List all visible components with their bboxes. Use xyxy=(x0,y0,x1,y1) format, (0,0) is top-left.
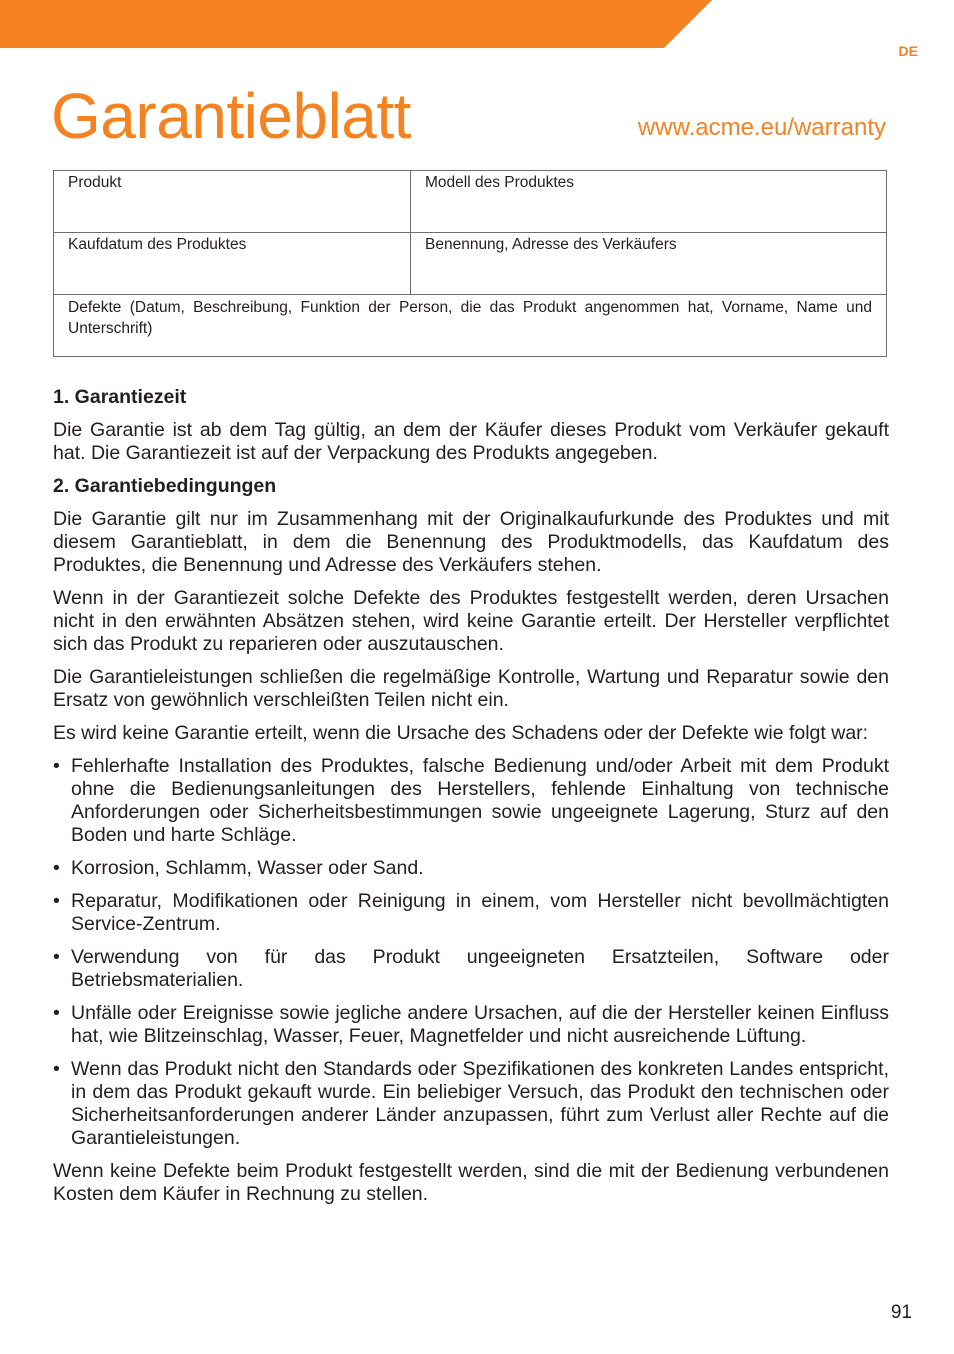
language-code: DE xyxy=(898,43,918,59)
paragraph: Die Garantie ist ab dem Tag gültig, an dem der Käufer dieses Produkt vom Verkäufer gekauft hat. Die Garantiezeit ist auf der Verpackung des Produkts angegeben. xyxy=(53,419,889,464)
paragraph: Wenn keine Defekte beim Produkt festgestellt werden, sind die mit der Bedienung verbundenen Kosten dem Käufer in Rechnung zu stellen. xyxy=(53,1160,889,1205)
bullet-icon: • xyxy=(53,890,60,912)
defects-field[interactable]: Defekte (Datum, Beschreibung, Funktion der Person, die das Produkt angenommen hat, Vorname, Name und Unterschrift) xyxy=(54,295,887,357)
exclusion-list xyxy=(53,755,889,1150)
bullet-icon: • xyxy=(53,946,60,968)
bullet-icon: • xyxy=(53,1058,60,1080)
paragraph: Die Garantieleistungen schließen die regelmäßige Kontrolle, Wartung und Reparatur sowie den Ersatz von gewöhnlich verschleißten Teilen nicht ein. xyxy=(53,666,889,711)
page-number: 91 xyxy=(890,1302,912,1323)
list-item: • Korrosion, Schlamm, Wasser oder Sand. xyxy=(53,857,424,879)
purchase-date-field[interactable]: Kaufdatum des Produktes xyxy=(54,233,411,295)
page-title: Garantieblatt xyxy=(51,80,411,152)
bullet-icon: • xyxy=(53,755,60,777)
list-item: • Fehlerhafte Installation des Produktes, falsche Bedienung und/oder Arbeit mit dem Produkt ohne die Bedienungsanleitungen des Herstellers, fehlende Einhaltung von technische Anforderungen oder Sicherheitsbestimmungen sowie ungeeignete Lagerung, Sturz auf den Boden und harte Schläge. xyxy=(53,755,889,846)
model-field[interactable]: Modell des Produktes xyxy=(411,171,887,233)
section-heading-warranty-conditions: 2. Garantiebedingungen xyxy=(53,475,277,497)
list-item: • Unfälle oder Ereignisse sowie jegliche andere Ursachen, auf die der Hersteller keinen Einfluss hat, wie Blitzeinschlag, Wasser, Feuer, Magnetfelder und nicht ausreichende Lüftung. xyxy=(53,1002,889,1047)
bullet-icon: • xyxy=(53,857,60,879)
warranty-url-link[interactable]: www.acme.eu/warranty xyxy=(637,114,886,141)
paragraph: Die Garantie gilt nur im Zusammenhang mit der Originalkaufurkunde des Produktes und mit diesem Garantieblatt, in dem die Benennung des Produktmodells, das Kaufdatum des Produktes, die Benennung und Adresse des Verkäufers stehen. xyxy=(53,508,889,576)
list-item: • Reparatur, Modifikationen oder Reinigung in einem, vom Hersteller nicht bevollmächtigten Service-Zentrum. xyxy=(53,890,889,935)
warranty-form-table xyxy=(53,170,887,357)
product-field[interactable]: Produkt xyxy=(54,171,411,233)
paragraph: Es wird keine Garantie erteilt, wenn die Ursache des Schadens oder der Defekte wie folgt war: xyxy=(53,722,869,744)
list-item: • Wenn das Produkt nicht den Standards oder Spezifikationen des konkreten Landes entspricht, in dem das Produkt gekauft wurde. Ein beliebiger Versuch, das Produkt den technischen oder Sicherheitsanforderungen anderer Länder anzupassen, führt zum Verlust aller Rechte auf die Garantieleistungen. xyxy=(53,1058,889,1149)
seller-field[interactable]: Benennung, Adresse des Verkäufers xyxy=(411,233,887,295)
warranty-text xyxy=(53,386,889,1216)
list-item: • Verwendung von für das Produkt ungeeigneten Ersatzteilen, Software oder Betriebsmaterialien. xyxy=(53,946,889,991)
section-heading-warranty-period: 1. Garantiezeit xyxy=(53,386,187,408)
bullet-icon: • xyxy=(53,1002,60,1024)
header-banner xyxy=(0,0,954,50)
paragraph: Wenn in der Garantiezeit solche Defekte des Produktes festgestellt werden, deren Ursachen nicht in den erwähnten Absätzen stehen, wird keine Garantie erteilt. Der Hersteller verpflichtet sich das Produkt zu reparieren oder auszutauschen. xyxy=(53,587,889,655)
